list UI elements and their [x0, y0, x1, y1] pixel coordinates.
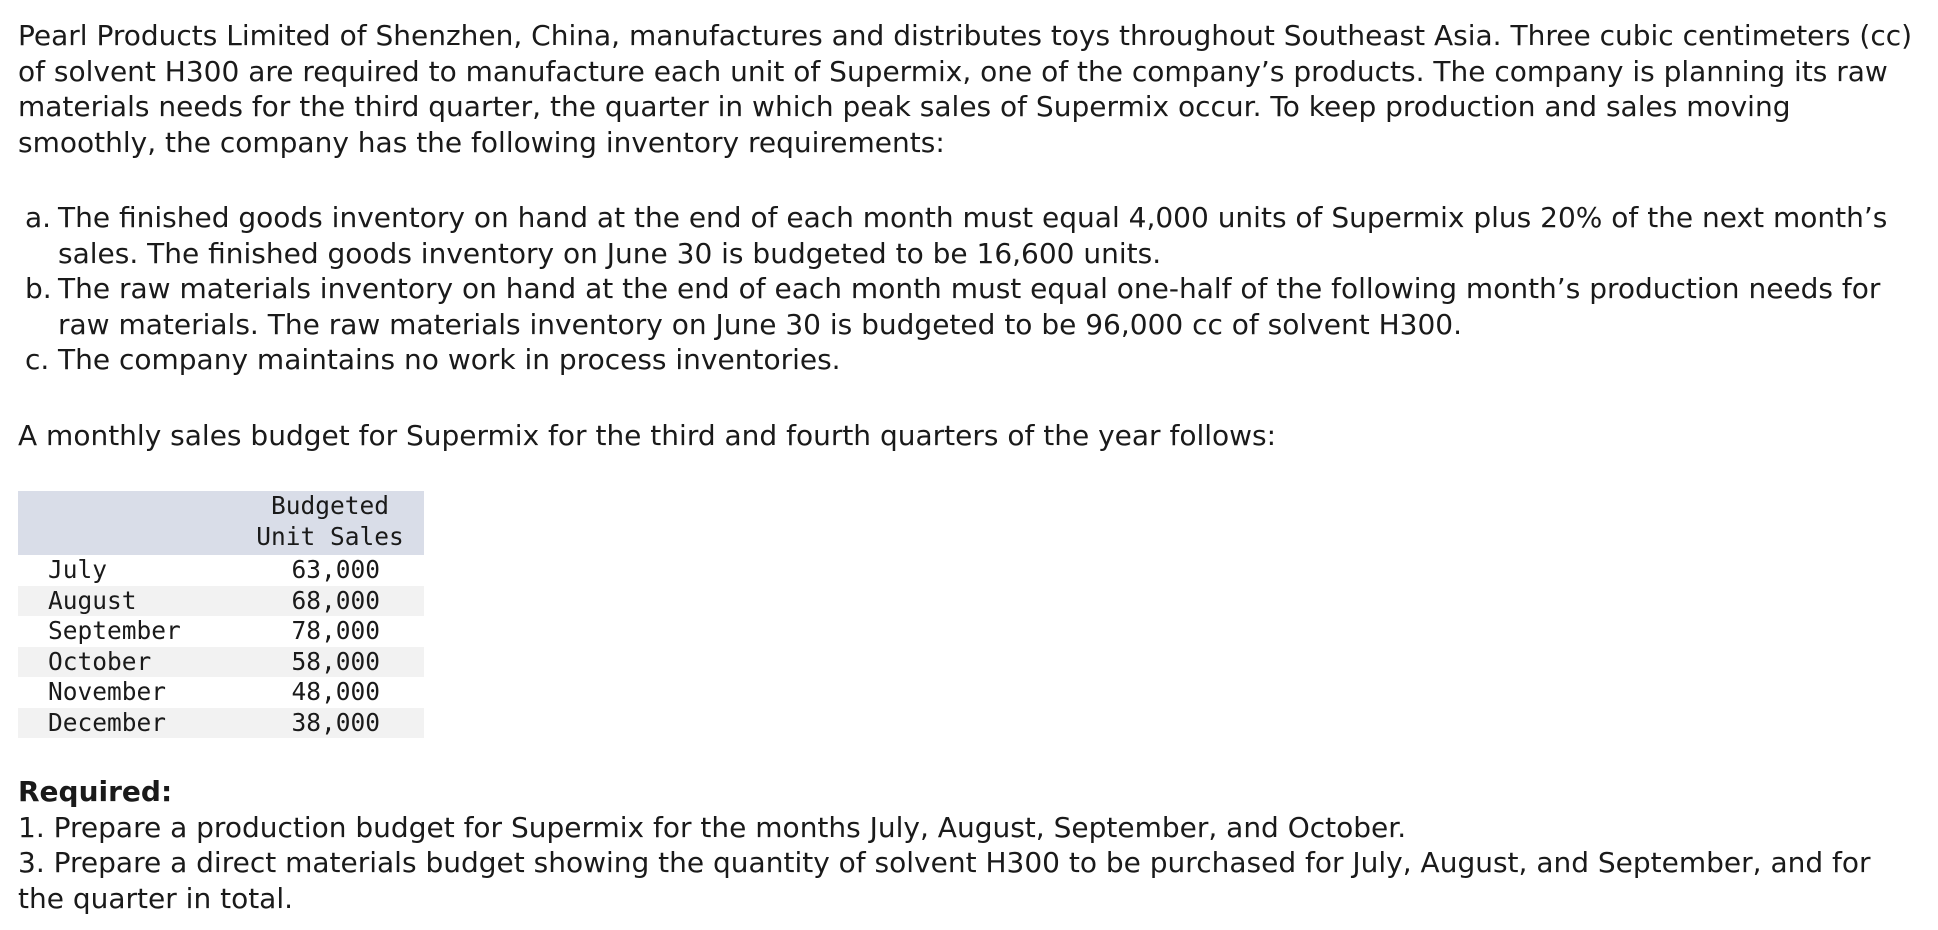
intro-paragraph: Pearl Products Limited of Shenzhen, China, manufactures and distributes toys throughout Southeast Asia. Three cubic centimeters (cc) of solvent H300 are required to manufacture each unit of Supermix, one of the company’s products. The company is planning its raw materials needs for the third quarter, the quarter in which peak sales of Supermix occur. To keep production and sales moving smoothly, the company has the following inventory requirements:: [18, 19, 1913, 159]
requirement-letter: b.: [25, 272, 52, 305]
required-item-1: 1. Prepare a production budget for Supermix for the months July, August, September, and October.: [18, 810, 1407, 844]
requirement-text: The raw materials inventory on hand at the end of each month must equal one-half of the following month’s production needs for raw materials. The raw materials inventory on June 30 is budgeted to be 96,000 cc of solvent H300.: [58, 272, 1881, 341]
table-row: [18, 708, 424, 739]
header-line-1: Budgeted: [270, 491, 389, 520]
requirement-item-c: [18, 342, 1918, 378]
requirement-letter: a.: [25, 201, 52, 234]
table-row: [18, 677, 424, 708]
month-cell: October: [18, 647, 236, 678]
problem-content: [18, 18, 1918, 916]
month-cell: July: [48, 555, 108, 584]
sales-budget-intro: A monthly sales budget for Supermix for the third and fourth quarters of the year follows:: [18, 418, 1277, 452]
table-row: [18, 555, 424, 586]
required-item-3: 3. Prepare a direct materials budget showing the quantity of solvent H300 to be purchased for July, August, and September, and for the quarter in total.: [18, 846, 1871, 915]
table-header-unit-sales: [236, 491, 424, 555]
units-cell: 58,000: [236, 647, 424, 678]
units-cell: 48,000: [291, 677, 380, 706]
month-cell: September: [48, 616, 181, 645]
month-cell: November: [48, 677, 167, 706]
month-cell: December: [18, 708, 236, 739]
units-cell: 68,000: [236, 586, 424, 617]
requirement-letter: c.: [25, 343, 50, 376]
required-heading: Required:: [18, 775, 173, 808]
table-header-blank: [18, 491, 236, 555]
table-row: [18, 616, 424, 647]
requirement-item-a: [18, 200, 1918, 271]
table-row: [18, 586, 424, 617]
sales-budget-table: [18, 491, 424, 738]
month-cell: August: [18, 586, 236, 617]
units-cell: 78,000: [291, 616, 380, 645]
header-line-2: Unit Sales: [256, 521, 404, 551]
requirement-text: The finished goods inventory on hand at the end of each month must equal 4,000 units of Supermix plus 20% of the next month’s sales. The finished goods inventory on June 30 is budgeted to be 16,600 units.: [58, 201, 1888, 270]
table-header-row: [18, 491, 424, 555]
table-row: [18, 647, 424, 678]
units-cell: 38,000: [236, 708, 424, 739]
units-cell: 63,000: [291, 555, 380, 584]
requirement-text: The company maintains no work in process inventories.: [58, 343, 841, 376]
requirement-item-b: [18, 271, 1918, 342]
inventory-requirements-list: [18, 200, 1918, 378]
